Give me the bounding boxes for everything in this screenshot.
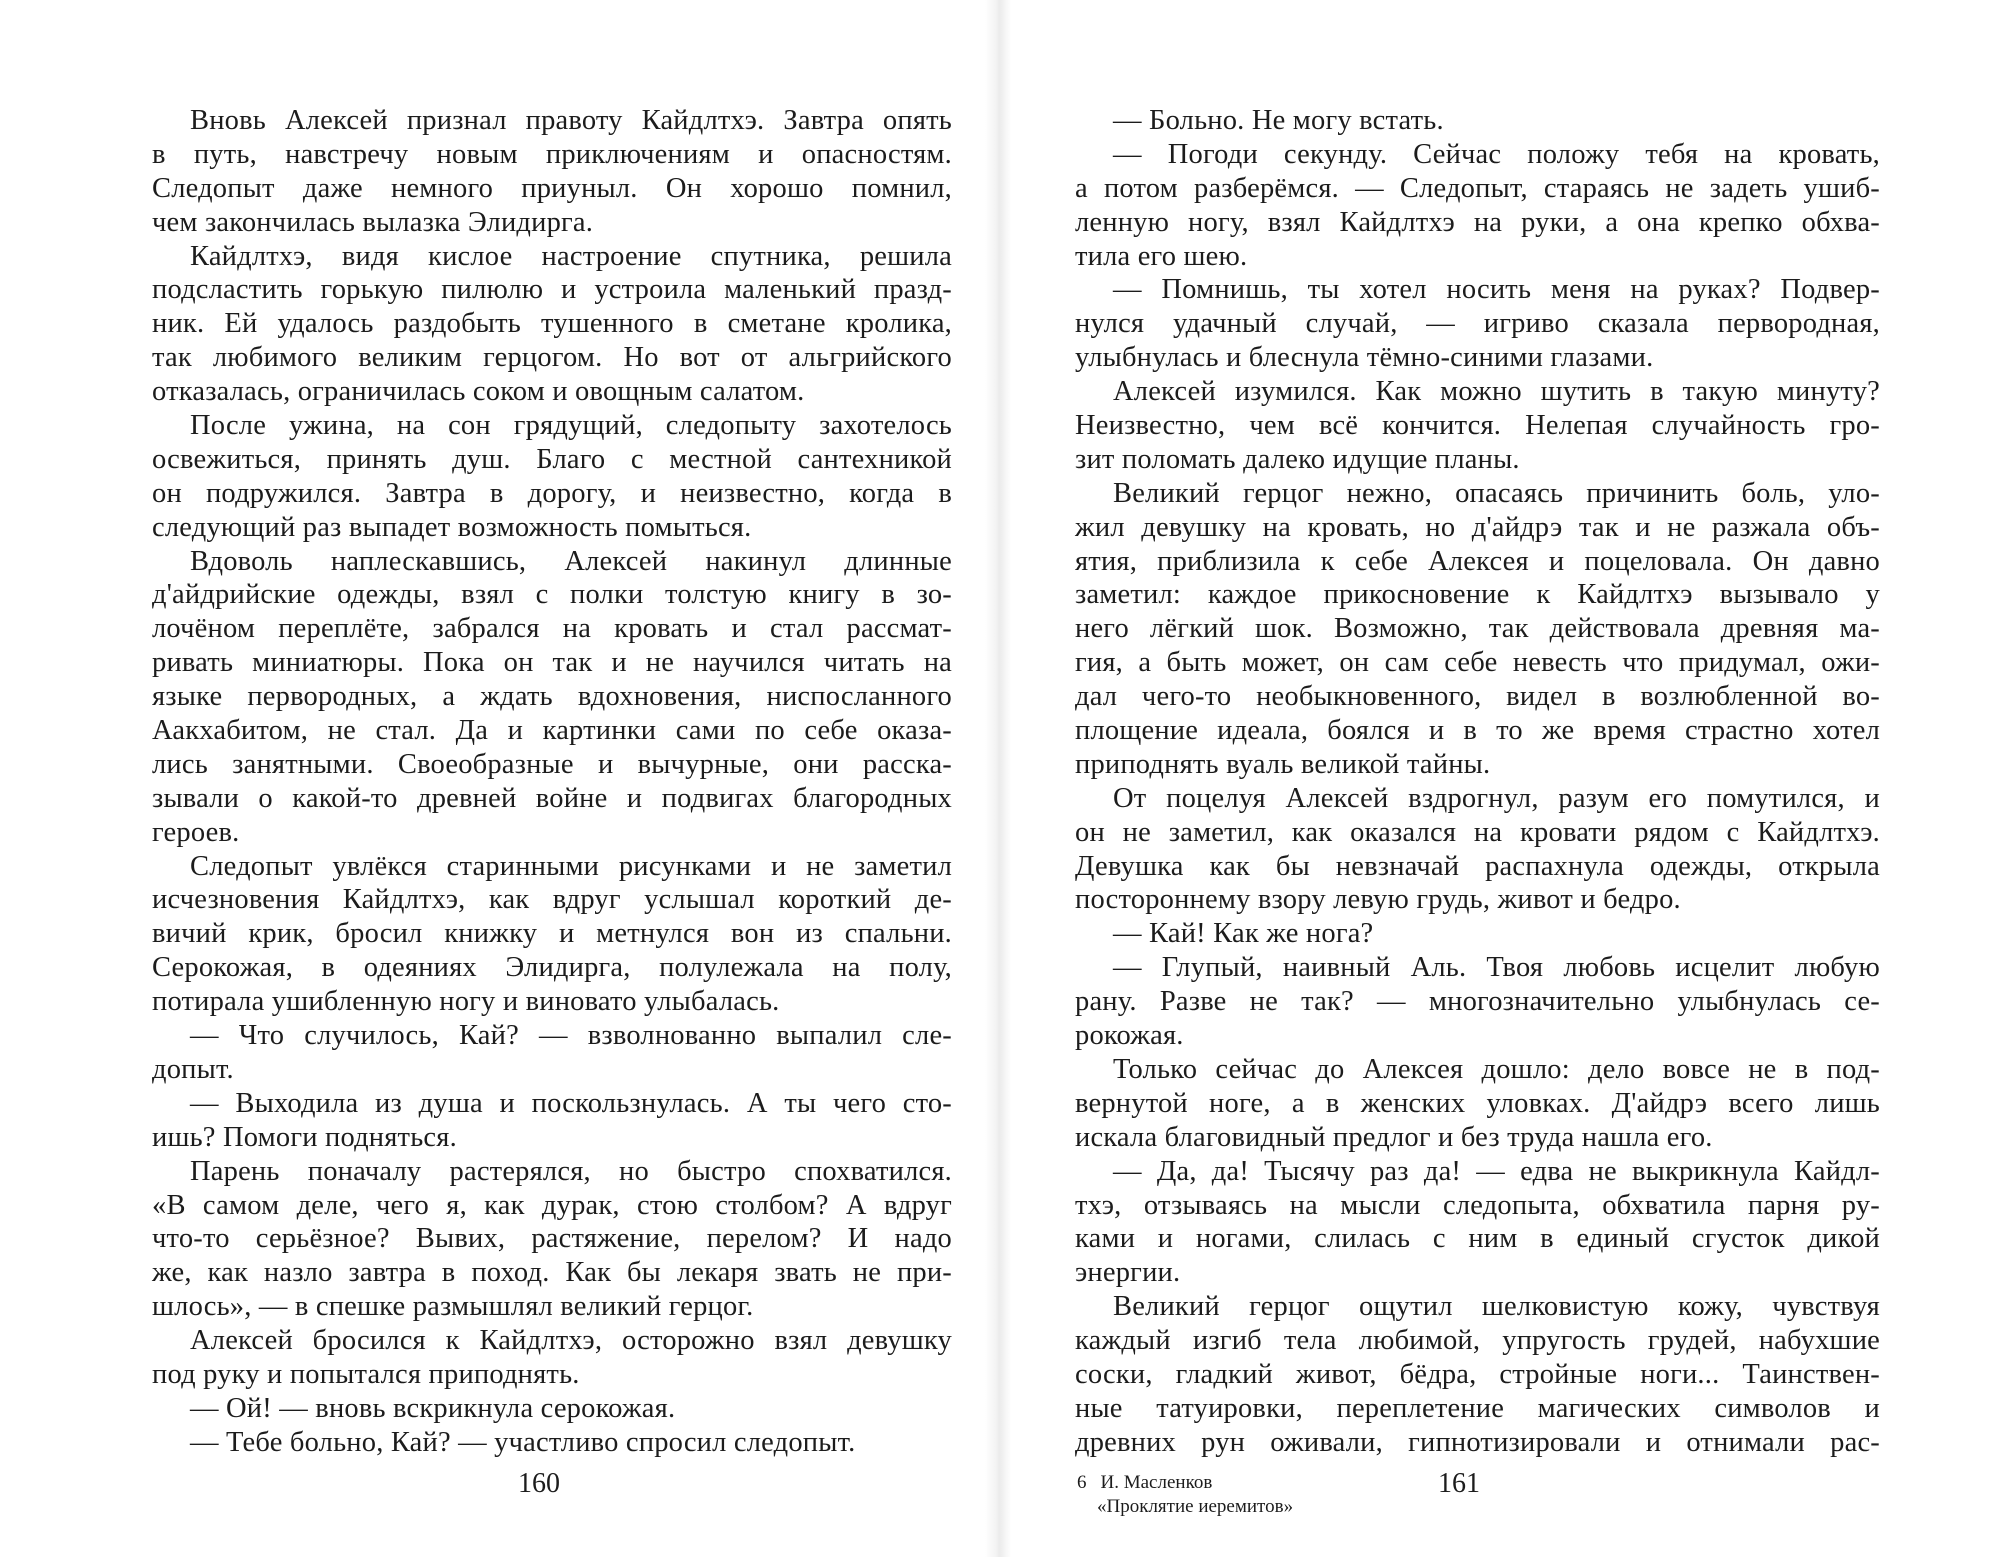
text-line: Великий герцог нежно, опасаясь причинить боль, уло- xyxy=(1113,477,1880,509)
text-line: зит поломать далеко идущие планы. xyxy=(1075,443,1520,475)
text-line: Алексей бросился к Кайдлтхэ, осторожно взял девушку xyxy=(190,1325,952,1357)
text-line: тхэ, отзываясь на мысли следопыта, обхватила парня ру- xyxy=(1075,1189,1880,1221)
text-line: Великий герцог ощутил шелковистую кожу, чувствуя xyxy=(1113,1291,1880,1323)
signature-title: «Проклятие иеремитов» xyxy=(1097,1496,1294,1517)
text-line: жил девушку на кровать, но д'айдрэ так и не разжала объ- xyxy=(1075,511,1880,543)
text-line: шлось», — в спешке размышлял великий герцог. xyxy=(152,1291,754,1323)
text-line: под руку и попытался приподнять. xyxy=(152,1358,580,1390)
text-line: — Погоди секунду. Сейчас положу тебя на кровать, xyxy=(1113,138,1880,170)
text-line: Кайдлтхэ, видя кислое настроение спутника, решила xyxy=(190,240,952,272)
text-line: Следопыт даже немного приуныл. Он хорошо помнил, xyxy=(152,172,952,204)
text-line: ишь? Помоги подняться. xyxy=(152,1121,457,1153)
text-line: Серокожая, в одеяниях Элидирга, полулежала на полу, xyxy=(152,952,952,984)
text-line: он не заметил, как оказался на кровати рядом с Кайдлтхэ. xyxy=(1075,816,1880,848)
text-line: — Глупый, наивный Аль. Твоя любовь исцелит любую xyxy=(1113,952,1880,984)
text-line: рану. Разве не так? — многозначительно улыбнулась се- xyxy=(1075,986,1880,1018)
text-line: После ужина, на сон грядущий, следопыту захотелось xyxy=(190,410,952,442)
text-line: «В самом деле, чего я, как дурак, стою столбом? А вдруг xyxy=(152,1189,952,1221)
text-line: ленную ногу, взял Кайдлтхэ на руки, а она крепко обхва- xyxy=(1075,206,1880,238)
text-line: тила его шею. xyxy=(1075,240,1248,272)
text-line: — Выходила из душа и поскользнулась. А ты чего сто- xyxy=(190,1087,952,1119)
text-line: вернутой ноге, а в женских уловках. Д'айдрэ всего лишь xyxy=(1075,1087,1880,1119)
page-number-left: 160 xyxy=(518,1468,560,1499)
text-line: освежиться, принять душ. Благо с местной сантехникой xyxy=(152,443,952,475)
text-line: — Что случилось, Кай? — взволнованно выпалил сле- xyxy=(190,1020,952,1052)
text-line: него лёгкий шок. Возможно, так действовала древняя ма- xyxy=(1075,613,1880,645)
text-line: Девушка как бы невзначай распахнула одежды, открыла xyxy=(1075,850,1880,882)
text-line: От поцелуя Алексей вздрогнул, разум его помутился, и xyxy=(1113,782,1880,814)
text-line: Аакхабитом, не стал. Да и картинки сами по себе оказа- xyxy=(152,715,952,747)
text-line: гия, а быть может, он сам себе невесть что придумал, ожи- xyxy=(1075,647,1880,679)
text-line: ные татуировки, переплетение магических символов и xyxy=(1075,1392,1880,1424)
text-line: в путь, навстречу новым приключениям и опасностям. xyxy=(152,138,952,170)
text-line: ник. Ей удалось раздобыть тушенного в сметане кролика, xyxy=(152,308,952,340)
text-line: дал чего-то необыкновенного, видел в возлюбленной во- xyxy=(1075,681,1880,713)
text-line: вичий крик, бросил книжку и метнулся вон из спальни. xyxy=(152,918,952,950)
text-line: д'айдрийские одежды, взял с полки толстую книгу в зо- xyxy=(152,579,952,611)
signature-author: И. Масленков xyxy=(1100,1472,1213,1493)
text-line: что-то серьёзное? Вывих, растяжение, перелом? И надо xyxy=(152,1223,952,1255)
text-line: так любимого великим герцогом. Но вот от альгрийского xyxy=(152,342,952,374)
right-page-text xyxy=(1075,104,1880,1460)
text-line: каждый изгиб тела любимой, упругость грудей, набухшие xyxy=(1075,1325,1880,1357)
text-line: допыт. xyxy=(152,1053,234,1085)
text-line: ятия, приблизила к себе Алексея и поцеловала. Он давно xyxy=(1075,545,1880,577)
text-line: заметил: каждое прикосновение к Кайдлтхэ вызывало у xyxy=(1075,579,1880,611)
text-line: Вновь Алексей признал правоту Кайдлтхэ. Завтра опять xyxy=(190,105,952,136)
text-line: а потом разберёмся. — Следопыт, стараясь не задеть ушиб- xyxy=(1075,172,1880,204)
page-number-right: 161 xyxy=(1438,1468,1480,1499)
text-line: ривать миниатюры. Пока он так и не научился читать на xyxy=(152,647,952,679)
text-line: лочёном переплёте, забрался на кровать и стал рассмат- xyxy=(152,613,952,645)
text-line: улыбнулась и блеснула тёмно-синими глазами. xyxy=(1075,342,1654,374)
text-line: искала благовидный предлог и без труда нашла его. xyxy=(1075,1121,1713,1153)
text-line: — Ой! — вновь вскрикнула серокожая. xyxy=(190,1392,676,1424)
text-line: Парень поначалу растерялся, но быстро спохватился. xyxy=(190,1155,952,1187)
text-line: Неизвестно, чем всё кончится. Нелепая случайность гро- xyxy=(1075,410,1880,442)
text-line: он подружился. Завтра в дорогу, и неизвестно, когда в xyxy=(152,477,952,509)
text-line: постороннему взору левую грудь, живот и бедро. xyxy=(1075,884,1681,916)
text-line: древних рун оживали, гипнотизировали и отнимали рас- xyxy=(1075,1426,1880,1458)
book-gutter xyxy=(985,0,1011,1557)
text-line: следующий раз выпадет возможность помыться. xyxy=(152,511,752,543)
text-line: Алексей изумился. Как можно шутить в такую минуту? xyxy=(1113,376,1880,408)
text-line: зывали о какой-то древней войне и подвигах благородных xyxy=(152,782,952,814)
text-line: же, как назло завтра в поход. Как бы лекаря звать не при- xyxy=(152,1257,952,1289)
text-line: подсластить горькую пилюлю и устроила маленький празд- xyxy=(152,274,952,306)
text-line: энергии. xyxy=(1075,1257,1181,1289)
text-line: — Да, да! Тысячу раз да! — едва не выкрикнула Кайдл- xyxy=(1113,1155,1880,1187)
text-line: исчезновения Кайдлтхэ, как вдруг услышал короткий де- xyxy=(152,884,952,916)
text-line: героев. xyxy=(152,816,240,848)
text-line: рокожая. xyxy=(1075,1020,1184,1052)
text-line: языке первородных, а ждать вдохновения, ниспосланного xyxy=(152,681,952,713)
text-line: лись занятными. Своеобразные и вычурные, они расска- xyxy=(152,748,952,780)
text-line: Вдоволь наплескавшись, Алексей накинул длинные xyxy=(190,545,952,577)
printer-signature xyxy=(1077,1472,1293,1518)
text-line: потирала ушибленную ногу и виновато улыбалась. xyxy=(152,986,780,1018)
text-line: соски, гладкий живот, бёдра, стройные ноги... Таинствен- xyxy=(1075,1358,1880,1390)
text-line: — Кай! Как же нога? xyxy=(1113,918,1374,950)
text-line: площение идеала, боялся и в то же время страстно хотел xyxy=(1075,715,1880,747)
text-line: отказалась, ограничилась соком и овощным салатом. xyxy=(152,376,805,408)
signature-mark: 6 xyxy=(1077,1472,1087,1493)
text-line: Только сейчас до Алексея дошло: дело вовсе не в под- xyxy=(1113,1053,1880,1085)
text-line: нулся удачный случай, — игриво сказала первородная, xyxy=(1075,308,1880,340)
left-page-text xyxy=(152,104,952,1460)
text-line: приподнять вуаль великой тайны. xyxy=(1075,748,1491,780)
text-line: ками и ногами, слилась с ним в единый сгусток дикой xyxy=(1075,1223,1880,1255)
text-line: — Больно. Не могу встать. xyxy=(1113,105,1444,136)
text-line: чем закончилась вылазка Элидирга. xyxy=(152,206,594,238)
text-line: Следопыт увлёкся старинными рисунками и не заметил xyxy=(190,850,952,882)
text-line: — Помнишь, ты хотел носить меня на руках? Подвер- xyxy=(1113,274,1880,306)
text-line: — Тебе больно, Кай? — участливо спросил следопыт. xyxy=(190,1426,856,1458)
